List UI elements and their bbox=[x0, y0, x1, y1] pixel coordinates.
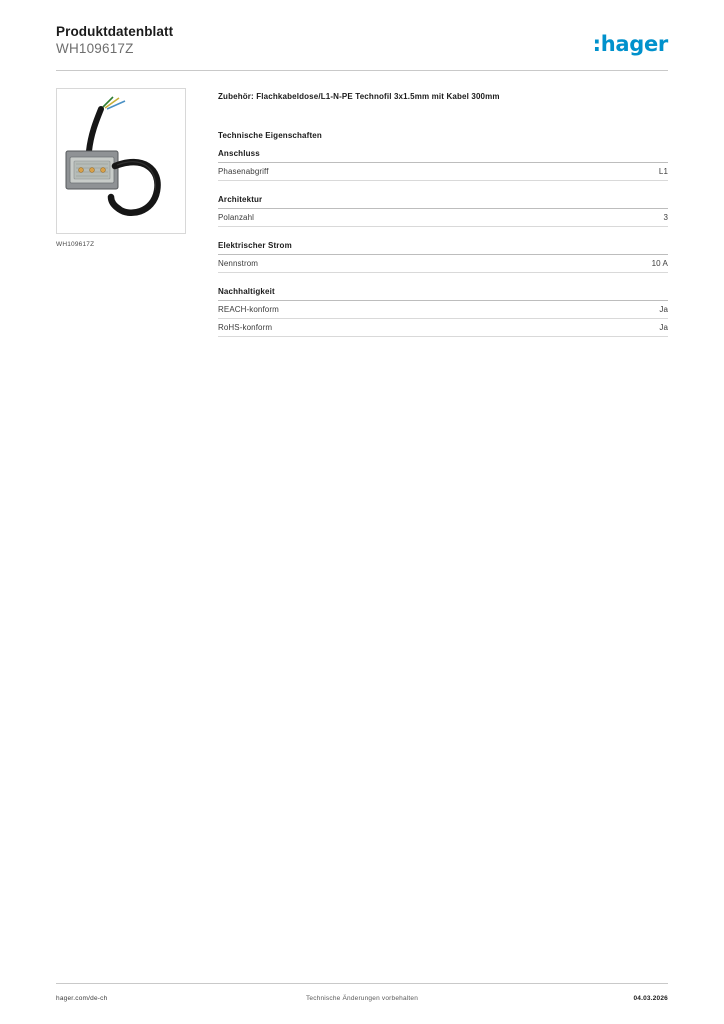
page-footer bbox=[56, 995, 668, 1002]
spec-label: Polanzahl bbox=[218, 213, 255, 222]
footer-date: 04.03.2026 bbox=[633, 995, 668, 1002]
spec-value: 10 A bbox=[651, 259, 668, 268]
table-row bbox=[218, 209, 668, 227]
spec-label: RoHS-konform bbox=[218, 323, 273, 332]
product-figure bbox=[56, 88, 188, 248]
page-header bbox=[56, 24, 668, 70]
footer-disclaimer: Technische Änderungen vorbehalten bbox=[305, 995, 419, 1002]
spec-group-title: Elektrischer Strom bbox=[218, 241, 668, 255]
spec-group-title: Nachhaltigkeit bbox=[218, 287, 668, 301]
hager-logo: :hager bbox=[592, 32, 668, 56]
product-image bbox=[56, 88, 186, 234]
table-row bbox=[218, 319, 668, 337]
product-description: Zubehör: Flachkabeldose/L1-N-PE Technofil 3x1.5mm mit Kabel 300mm bbox=[218, 92, 500, 101]
spec-group-nachhaltigkeit bbox=[218, 287, 668, 337]
table-row bbox=[218, 255, 668, 273]
flat-cable-socket-icon bbox=[57, 89, 186, 234]
product-image-caption: WH109617Z bbox=[56, 241, 95, 248]
spec-label: REACH-konform bbox=[218, 305, 279, 314]
spec-group-anschluss bbox=[218, 149, 668, 181]
datasheet-content bbox=[218, 92, 668, 351]
product-reference: WH109617Z bbox=[56, 41, 134, 56]
spec-value: L1 bbox=[658, 167, 668, 176]
spec-label: Phasenabgriff bbox=[218, 167, 269, 176]
spec-label: Nennstrom bbox=[218, 259, 259, 268]
section-title-technical-properties: Technische Eigenschaften bbox=[218, 131, 322, 140]
footer-website-link[interactable]: hager.com/de-ch bbox=[56, 995, 108, 1002]
footer-divider bbox=[56, 983, 668, 984]
spec-value: Ja bbox=[659, 305, 668, 314]
spec-value: Ja bbox=[659, 323, 668, 332]
header-divider bbox=[56, 70, 668, 71]
spec-value: 3 bbox=[663, 213, 668, 222]
spec-group-architektur bbox=[218, 195, 668, 227]
table-row bbox=[218, 163, 668, 181]
page-title: Produktdatenblatt bbox=[56, 24, 174, 39]
table-row bbox=[218, 301, 668, 319]
spec-group-title: Anschluss bbox=[218, 149, 668, 163]
spec-group-title: Architektur bbox=[218, 195, 668, 209]
spec-group-elektrischer-strom bbox=[218, 241, 668, 273]
